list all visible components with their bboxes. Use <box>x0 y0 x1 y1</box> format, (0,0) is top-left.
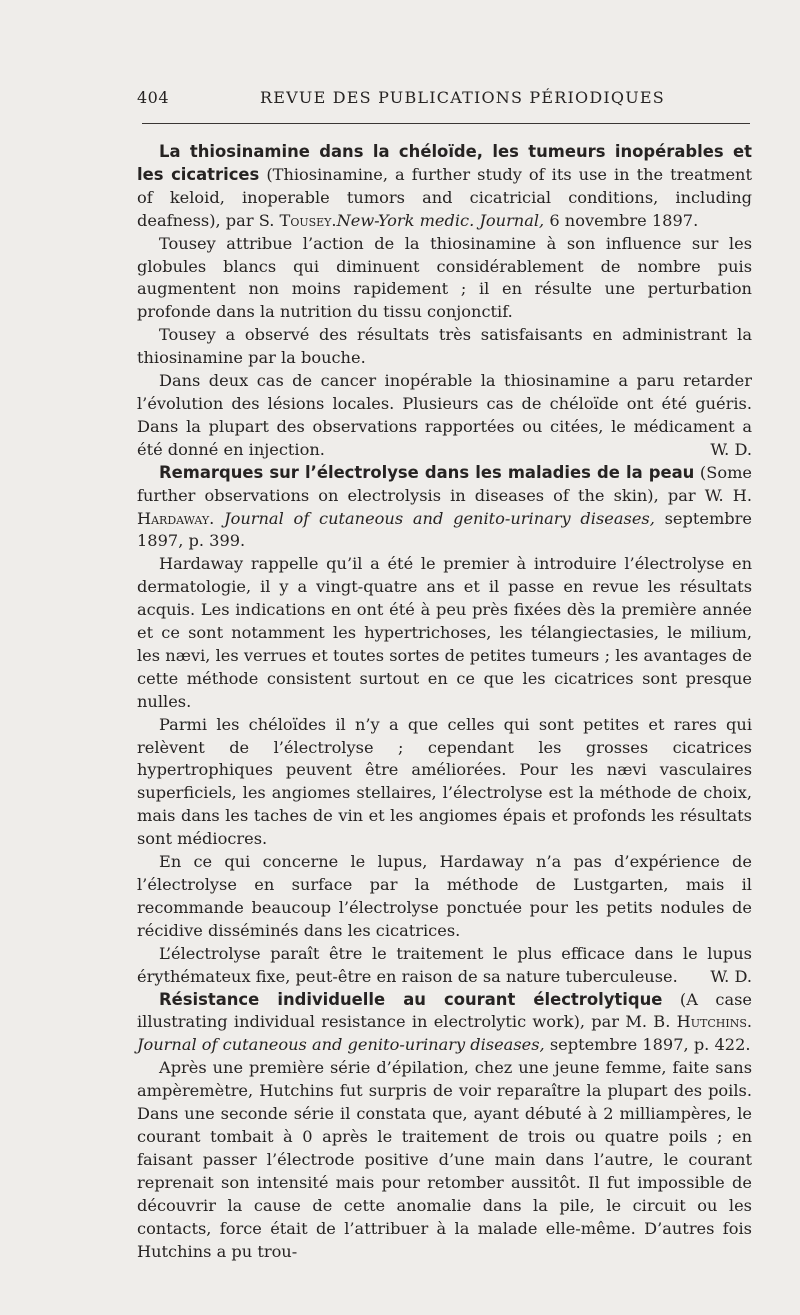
paragraph: Tousey attribue l’action de la thiosinamine à son influence sur les globules blancs qui diminuent considérablement de nombre puis augmentent non moins rapidement ; il en résulte une perturbation profonde dans la nutrition du tissu conjonctif. <box>137 233 752 322</box>
page-header <box>137 88 752 112</box>
paragraph: Parmi les chéloïdes il n’y a que celles qui sont petites et rares qui relèvent de l’électrolyse ; cependant les grosses cicatrices hypertrophiques peuvent être améliorées. Pour les nævi vasculaires superficiels, les angiomes stellaires, l’électrolyse est la méthode de choix, mais dans les taches de vin et les angiomes épais et profonds les résultats sont médiocres. <box>137 714 752 849</box>
paragraph: En ce qui concerne le lupus, Hardaway n’a pas d’expérience de l’électrolyse en surface par la méthode de Lustgarten, mais il recommande beaucoup l’électrolyse ponctuée pour les petits nodules de récidive disséminés dans les cicatrices. <box>137 852 752 940</box>
citation-date: septembre 1897, p. 422. <box>544 1035 751 1055</box>
article-heading <box>137 141 752 233</box>
citation-text: (Thiosinamine, a further study of its use in the treatment of keloid, inoperable tumors and cicatricial conditions, including deafness), par S. <box>137 164 752 230</box>
paragraph-text: L’électrolyse paraît être le traitement le plus efficace dans le lupus érythémateux fixe, peut-être en raison de sa nature tuberculeuse. <box>137 943 752 986</box>
citation-text: (Some further observations on electrolysis in diseases of the skin), par W. H. <box>137 462 753 505</box>
author-signature: W. D. <box>710 439 752 459</box>
header-rule <box>142 123 750 124</box>
citation-date: septembre 1897, p. 399. <box>137 508 752 551</box>
article-title: Résistance individuelle au courant électrolytique <box>159 989 663 1009</box>
citation-author: Hardaway. <box>137 508 215 528</box>
page-number: 404 <box>137 88 170 107</box>
paragraph: Tousey a observé des résultats très satisfaisants en administrant la thiosinamine par la bouche. <box>137 325 752 368</box>
citation-author: Tousey. <box>279 210 337 230</box>
article-heading <box>137 989 752 1058</box>
article-title: Remarques sur l’électrolyse dans les maladies de la peau <box>159 462 695 482</box>
page-body <box>137 141 752 1263</box>
paragraph-signed <box>137 943 752 989</box>
article-heading <box>137 462 752 554</box>
citation-journal: New-York medic. Journal, <box>336 210 545 230</box>
paragraph: Après une première série d’épilation, chez une jeune femme, faite sans ampèremètre, Hutchins fut surpris de voir reparaître la plupart des poils. Dans une seconde série il constata que, ayant débuté à 2 milliampères, le courant tombait à 0 après le traitement de trois ou quatre poils ; en faisant passer l’électrode positive d’une main dans l’autre, le courant reprenait son intensité mais pour retomber aussitôt. Il fut impossible de découvrir la cause de cette anomalie dans la pile, le circuit ou les contacts, force était de l’attribuer à la malade elle-même. D’autres fois Hutchins a pu trou- <box>137 1058 752 1261</box>
paragraph: Hardaway rappelle qu’il a été le premier à introduire l’électrolyse en dermatologie, il y a vingt-quatre ans et il passe en revue les résultats acquis. Les indications en ont été à peu près fixées dès la première année et ce sont notamment les hypertrichoses, les télangiectasies, le milium, les nævi, les verrues et toutes sortes de petites tumeurs ; les avantages de cette méthode consistent surtout en ce que les cicatrices sont presque nulles. <box>137 554 752 711</box>
citation-date: 6 novembre 1897. <box>544 210 699 230</box>
running-title: REVUE DES PUBLICATIONS PÉRIODIQUES <box>260 88 665 107</box>
author-signature: W. D. <box>710 966 752 986</box>
citation-journal: Journal of cutaneous and genito-urinary diseases, <box>137 1035 545 1055</box>
citation-author: Hutchins. <box>676 1012 752 1032</box>
paragraph-signed <box>137 370 752 462</box>
citation-journal: Journal of cutaneous and genito-urinary diseases, <box>224 508 655 528</box>
paragraph-text: Dans deux cas de cancer inopérable la thiosinamine a paru retarder l’évolution des lésions locales. Plusieurs cas de chéloïde ont été guéris. Dans la plupart des observations rapportées ou citées, le médicament a été donné en injection. <box>137 371 752 459</box>
article-title: La thiosinamine dans la chéloïde, les tumeurs inopérables et les cicatrices <box>137 142 752 184</box>
citation-text: (A case illustrating individual resistance in electrolytic work), par M. B. <box>137 989 752 1032</box>
